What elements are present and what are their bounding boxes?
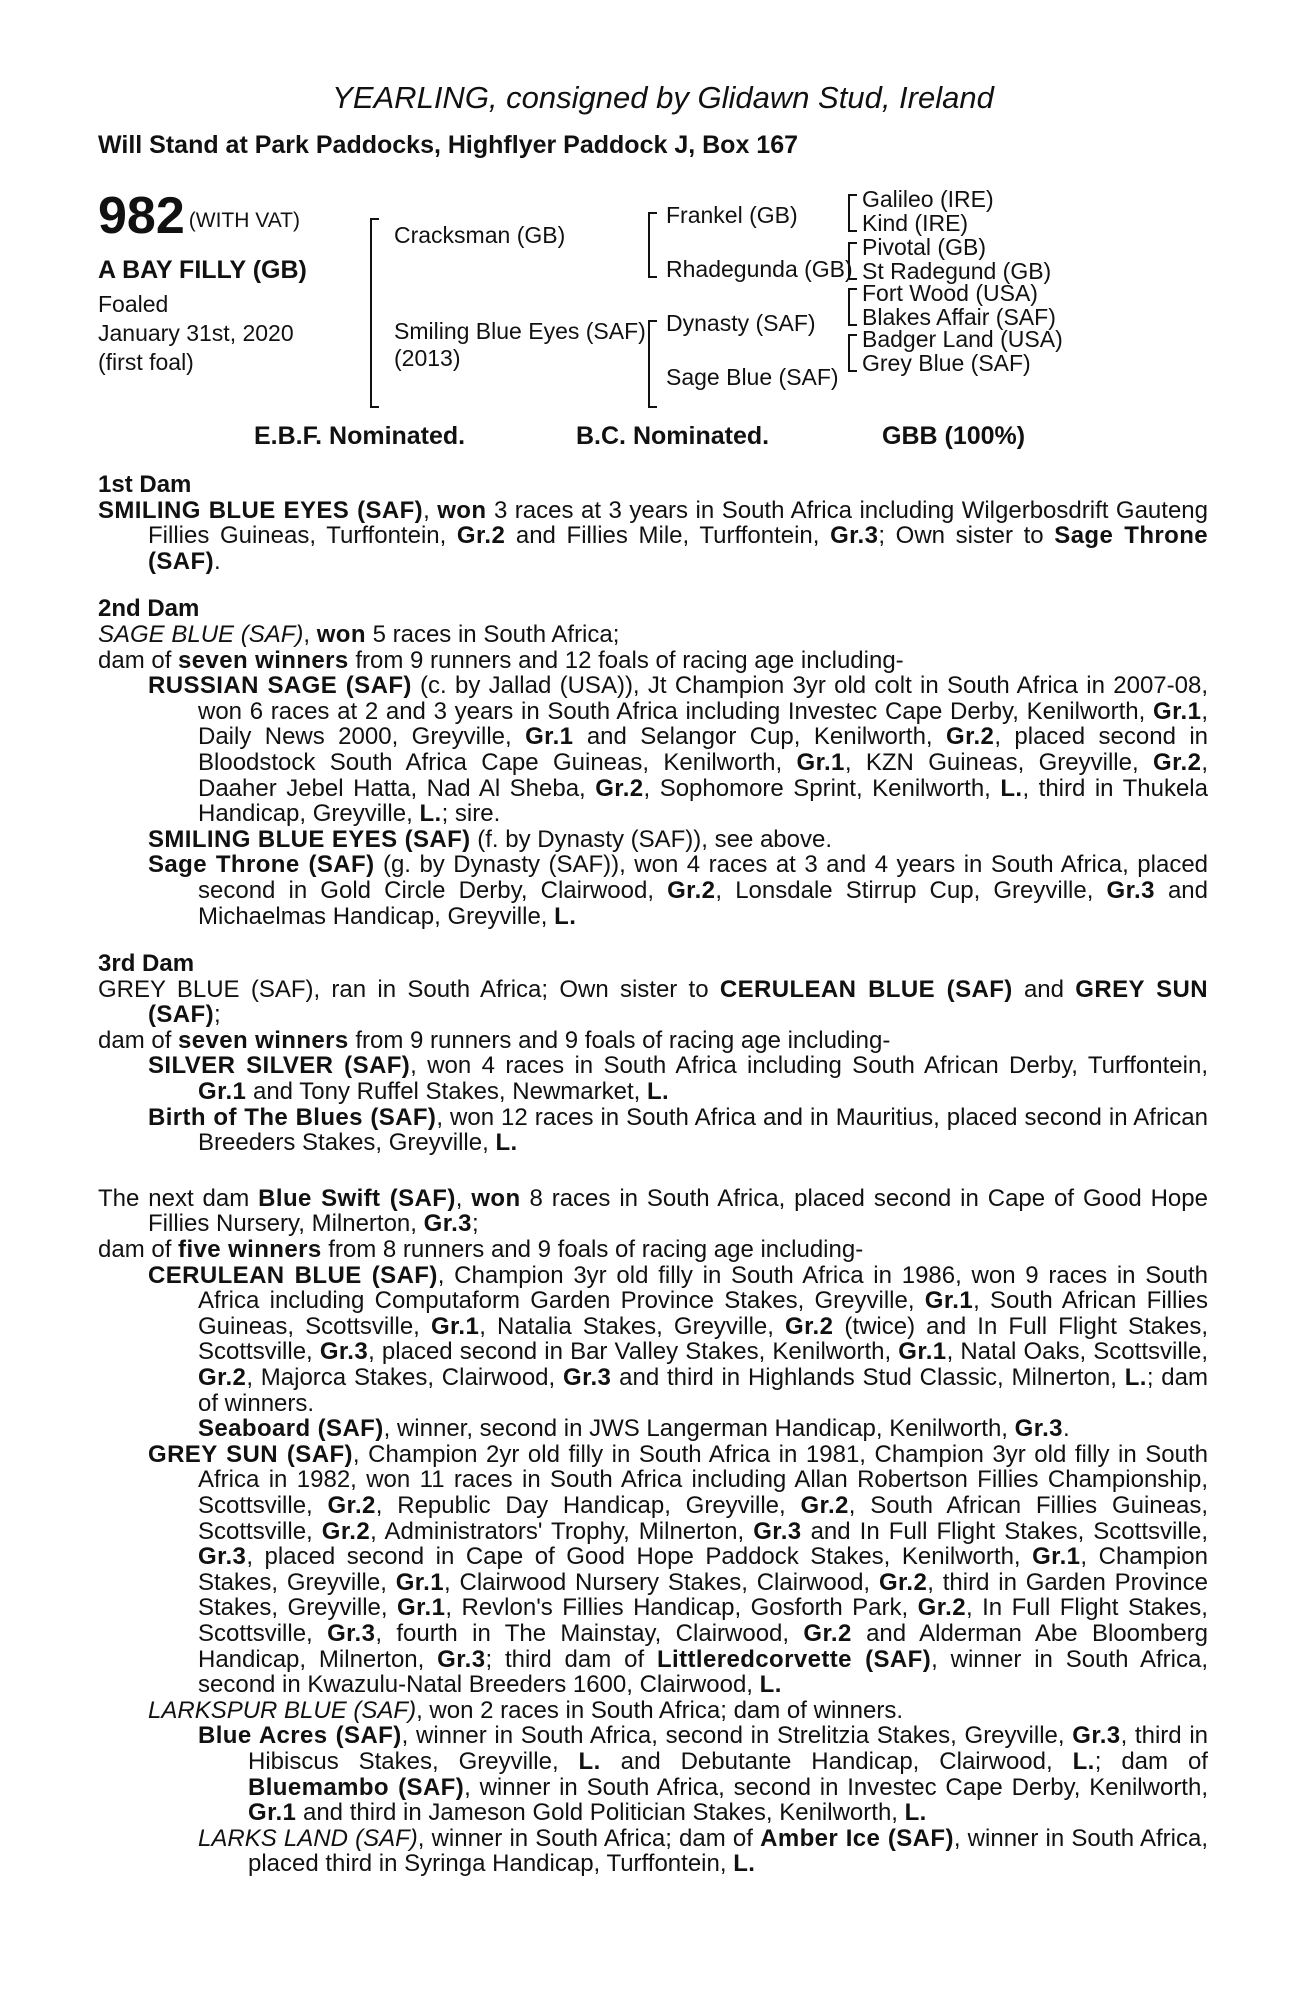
- foaled-date: January 31st, 2020: [98, 320, 294, 346]
- pedigree-dam: Smiling Blue Eyes (SAF): [394, 318, 646, 344]
- dam-paragraph: GREY BLUE (SAF), ran in South Africa; Own sister to CERULEAN BLUE (SAF) and GREY SUN (SAF);: [98, 975, 1209, 1029]
- ggp-1: Galileo (IRE): [862, 186, 994, 212]
- brace-ggp-3: [848, 288, 857, 326]
- produce-entry: LARKS LAND (SAF), winner in South Africa; dam of Amber Ice (SAF), winner in South Africa, placed third in Syringa Handicap, Turffontein, L.: [198, 1824, 1208, 1878]
- produce-summary: dam of seven winners from 9 runners and 9 foals of racing age including-: [98, 1026, 891, 1054]
- section-heading: 3rd Dam: [98, 950, 195, 978]
- stand-location: Will Stand at Park Paddocks, Highflyer Paddock J, Box 167: [98, 131, 798, 159]
- section-heading: 1st Dam: [98, 471, 192, 498]
- brace-sire-parents: [648, 212, 657, 278]
- brace-ggp-4: [848, 334, 857, 372]
- produce-entry: LARKSPUR BLUE (SAF), won 2 races in South Africa; dam of winners.: [148, 1696, 903, 1724]
- produce-entry: Seaboard (SAF), winner, second in JWS Langerman Handicap, Kenilworth, Gr.3.: [198, 1415, 1070, 1443]
- lot-number-line: [98, 187, 300, 245]
- foaling-info: [98, 290, 294, 377]
- produce-entry: GREY SUN (SAF), Champion 2yr old filly in South Africa in 1981, Champion 3yr old filly in South Africa in 1982, won 11 races in South Africa including Allan Robertson Fillies Championship, Scottsville, Gr.2, Republic Day Handicap, Greyville, Gr.2, South African Fillies Guineas, Scottsville, Gr.2, Administrators' Trophy, Milnerton, Gr.3 and In Full Flight Stakes, Scottsville, Gr.3, placed second in Cape of Good Hope Paddock Stakes, Kenilworth, Gr.1, Champion Stakes, Greyville, Gr.1, Clairwood Nursery Stakes, Clairwood, Gr.2, third in Garden Province Stakes, Greyville, Gr.1, Revlon's Fillies Handicap, Gosforth Park, Gr.2, In Full Flight Stakes, Scottsville, Gr.3, fourth in The Mainstay, Clairwood, Gr.2 and Alderman Abe Bloomberg Handicap, Milnerton, Gr.3; third dam of Littleredcorvette (SAF), winner in South Africa, second in Kwazulu-Natal Breeders 1600, Clairwood, L.: [148, 1440, 1209, 1699]
- first-dam-section: [98, 472, 1208, 574]
- ggp-3: Pivotal (GB): [862, 234, 986, 260]
- produce-entry: SILVER SILVER (SAF), won 4 races in South Africa including South African Derby, Turffontein, Gr.1 and Tony Ruffel Stakes, Newmarket, L.: [148, 1052, 1208, 1106]
- produce-entry: RUSSIAN SAGE (SAF) (c. by Jallad (USA)), Jt Champion 3yr old colt in South Africa in 2007-08, won 6 races at 2 and 3 years in South Africa including Investec Cape Derby, Kenilworth, Gr.1, Daily News 2000, Greyville, Gr.1 and Selangor Cup, Kenilworth, Gr.2, placed second in Bloodstock South Africa Cape Guineas, Kenilworth, Gr.1, KZN Guineas, Greyville, Gr.2, Daaher Jebel Hatta, Nad Al Sheba, Gr.2, Sophomore Sprint, Kenilworth, L., third in Thukela Handicap, Greyville, L.; sire.: [148, 672, 1209, 828]
- ggp-2: Kind (IRE): [862, 210, 969, 236]
- produce-summary: dam of seven winners from 9 runners and 12 foals of racing age including-: [98, 646, 904, 674]
- dam-paragraph: SAGE BLUE (SAF), won 5 races in South Africa;: [98, 620, 620, 648]
- produce-entry: Blue Acres (SAF), winner in South Africa, second in Strelitzia Stakes, Greyville, Gr.3, third in Hibiscus Stakes, Greyville, L. and Debutante Handicap, Clairwood, L.; dam of Bluemambo (SAF), winner in South Africa, second in Investec Cape Derby, Kenilworth, Gr.1 and third in Jameson Gold Politician Stakes, Kenilworth, L.: [198, 1722, 1208, 1827]
- ggp-7: Badger Land (USA): [862, 326, 1063, 352]
- pedigree-sire-sire: Frankel (GB): [666, 202, 798, 228]
- produce-entry: SMILING BLUE EYES (SAF) (f. by Dynasty (SAF)), see above.: [148, 825, 833, 853]
- second-dam-section: [98, 596, 1208, 929]
- pedigree-block: [98, 182, 1208, 414]
- pedigree-dam-dam: Sage Blue (SAF): [666, 364, 839, 390]
- lot-number: 982: [98, 187, 185, 245]
- pedigree-dam-sire: Dynasty (SAF): [666, 310, 816, 336]
- vat-note: (WITH VAT): [188, 209, 300, 232]
- foal-note: (first foal): [98, 349, 194, 375]
- bc-nomination: B.C. Nominated.: [576, 422, 770, 450]
- ggp-6: Blakes Affair (SAF): [862, 304, 1056, 330]
- produce-entry: Sage Throne (SAF) (g. by Dynasty (SAF)), won 4 races at 3 and 4 years in South Africa, placed second in Gold Circle Derby, Clairwood, Gr.2, Lonsdale Stirrup Cup, Greyville, Gr.3 and Michaelmas Handicap, Greyville, L.: [148, 851, 1209, 930]
- brace-parents: [370, 218, 379, 408]
- ggp-4: St Radegund (GB): [862, 258, 1052, 284]
- produce-entry: Birth of The Blues (SAF), won 12 races in South Africa and in Mauritius, placed second in African Breeders Stakes, Greyville, L.: [148, 1103, 1208, 1157]
- pedigree-sire: Cracksman (GB): [394, 222, 566, 248]
- pedigree-dam-year: (2013): [394, 345, 461, 371]
- lot-description: A BAY FILLY (GB): [98, 256, 307, 284]
- produce-summary: dam of five winners from 8 runners and 9 foals of racing age including-: [98, 1236, 864, 1264]
- gbb-status: GBB (100%): [882, 422, 1026, 450]
- third-dam-section: [98, 951, 1208, 1156]
- dam-paragraph: SMILING BLUE EYES (SAF), won 3 races at 3 years in South Africa including Wilgerbosdrift Gauteng Fillies Guineas, Turffontein, Gr.2 and Fillies Mile, Turffontein, Gr.3; Own sister to Sage Throne (SAF).: [98, 496, 1209, 575]
- page-title: YEARLING, consigned by Glidawn Stud, Ireland: [332, 80, 994, 115]
- ggp-8: Grey Blue (SAF): [862, 350, 1031, 376]
- dam-paragraph: The next dam Blue Swift (SAF), won 8 races in South Africa, placed second in Cape of Good Hope Fillies Nursery, Milnerton, Gr.3;: [98, 1184, 1208, 1238]
- nominations: [98, 418, 1208, 462]
- produce-entry: CERULEAN BLUE (SAF), Champion 3yr old filly in South Africa in 1986, won 9 races in South Africa including Computaform Garden Province Stakes, Greyville, Gr.1, South African Fillies Guineas, Scottsville, Gr.1, Natalia Stakes, Greyville, Gr.2 (twice) and In Full Flight Stakes, Scottsville, Gr.3, placed second in Bar Valley Stakes, Kenilworth, Gr.1, Natal Oaks, Scottsville, Gr.2, Majorca Stakes, Clairwood, Gr.3 and third in Highlands Stud Classic, Milnerton, L.; dam of winners.: [148, 1261, 1209, 1417]
- brace-ggp-2: [848, 242, 857, 280]
- foaled-label: Foaled: [98, 291, 169, 317]
- ebf-nomination: E.B.F. Nominated.: [254, 422, 466, 450]
- ggp-5: Fort Wood (USA): [862, 280, 1038, 306]
- pedigree-sire-dam: Rhadegunda (GB): [666, 256, 853, 282]
- next-dam-section: [98, 1186, 1208, 1877]
- section-heading: 2nd Dam: [98, 595, 200, 623]
- brace-ggp-1: [848, 194, 857, 232]
- catalogue-page: [98, 78, 1208, 1877]
- brace-dam-parents: [648, 320, 657, 408]
